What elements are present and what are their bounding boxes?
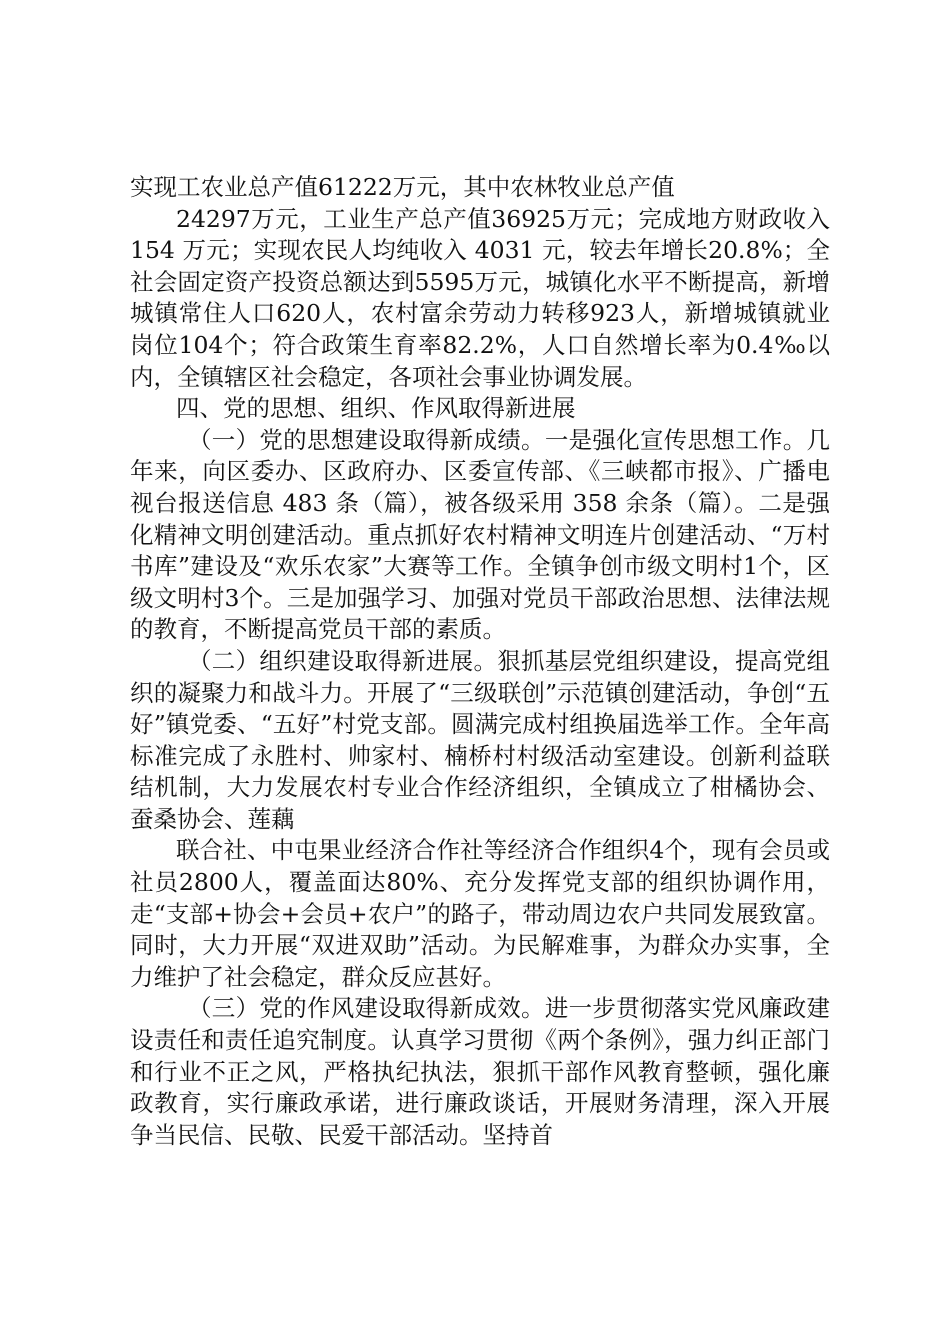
- paragraph-output-summary: 实现工农业总产值61222万元，其中农林牧业总产值: [130, 173, 675, 201]
- paragraph-ideological-building: （一）党的思想建设取得新成绩。一是强化宣传思想工作。几年来，向区委办、区政府办、区委宣传部、《三峡都市报》、广播电视台报送信息 483 条（篇），被各级采用 358 余条（篇）。二是强化精神文明创建活动。重点抓好农村精神文明连片创建活动、“万村书库”建设及“欢乐农家”大赛等工作。全镇争创市级文明村1个，区级文明村3个。三是加强学习、加强对党员干部政治思想、法律法规的教育，不断提高党员干部的素质。: [130, 425, 830, 644]
- paragraph-economic-indicators: 24297万元，工业生产总产值36925万元；完成地方财政收入 154 万元；实现农民人均纯收入 4031 元，较去年增长20.8%；全社会固定资产投资总额达到5595万元，城镇化水平不断提高，新增城镇常住人口620人，农村富余劳动力转移923人，新增城镇就业岗位104个；符合政策生育率82.2%，人口自然增长率为0.4‰以内，全镇辖区社会稳定，各项社会事业协调发展。: [130, 204, 830, 391]
- paragraph-cooperatives: 联合社、中屯果业经济合作社等经济合作组织4个，现有会员或社员2800人，覆盖面达80%、充分发挥党支部的组织协调作用，走“支部+协会+会员+农户”的路子，带动周边农户共同发展致富。同时，大力开展“双进双助”活动。为民解难事，为群众办实事，全力维护了社会稳定，群众反应甚好。: [130, 836, 830, 991]
- document-page: [130, 172, 830, 1151]
- section-heading: 四、党的思想、组织、作风取得新进展: [176, 394, 576, 423]
- paragraph-work-style-building: （三）党的作风建设取得新成效。进一步贯彻落实党风廉政建设责任和责任追究制度。认真学习贯彻《两个条例》，强力纠正部门和行业不正之风，严格执纪执法，狠抓干部作风教育整顿，强化廉政教育，实行廉政承诺，进行廉政谈话，开展财务清理，深入开展争当民信、民敬、民爱干部活动。坚持首: [130, 994, 830, 1149]
- paragraph-organization-building: （二）组织建设取得新进展。狠抓基层党组织建设，提高党组织的凝聚力和战斗力。开展了“三级联创”示范镇创建活动，争创“五好”镇党委、“五好”村党支部。圆满完成村组换届选举工作。全年高标准完成了永胜村、帅家村、楠桥村村级活动室建设。创新利益联结机制，大力发展农村专业合作经济组织，全镇成立了柑橘协会、蚕桑协会、莲藕: [130, 646, 830, 833]
